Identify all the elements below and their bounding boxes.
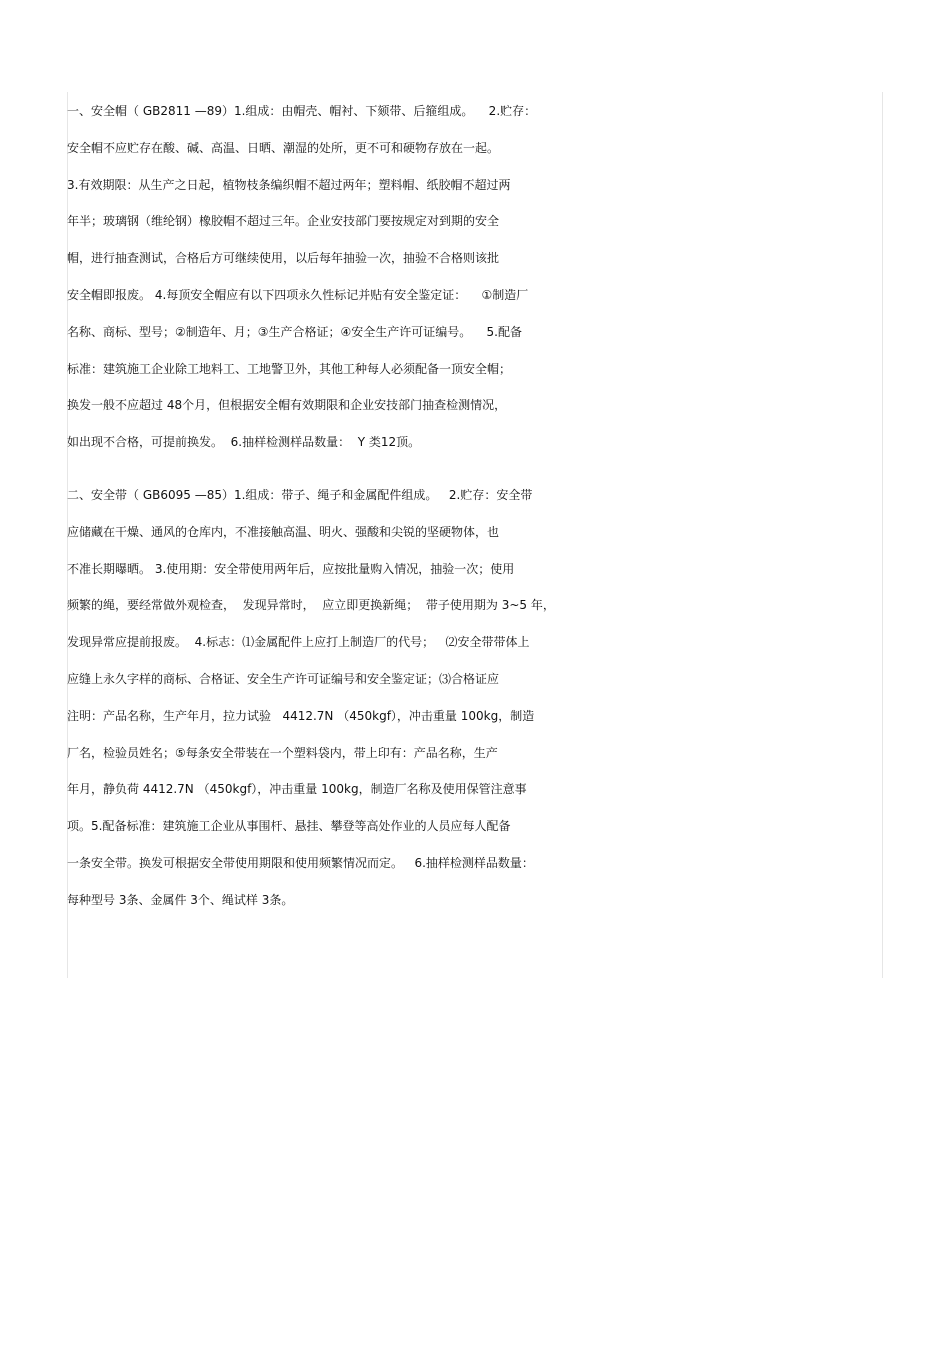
paragraph-line: 帽，进行抽查测试，合格后方可继续使用，以后每年抽验一次，抽验不合格则该批: [67, 251, 500, 266]
paragraph-line: 安全帽即报废。 4.每顶安全帽应有以下四项永久性标记并贴有安全鉴定证： ①制造厂: [67, 287, 529, 302]
paragraph-line: 注明：产品名称，生产年月，拉力试验 4412.7N （450kgf），冲击重量 100kg，制造: [67, 708, 535, 723]
paragraph-line: 二、安全带（ GB6095 —85）1.组成：带子、绳子和金属配件组成。 2.贮存：安全带: [67, 487, 533, 502]
paragraph-line: 如出现不合格，可提前换发。 6.抽样检测样品数量： Y 类12顶。: [67, 435, 421, 450]
paragraph-line: 发现异常应提前报废。 4.标志：⑴金属配件上应打上制造厂的代号； ⑵安全带带体上: [67, 635, 530, 650]
paragraph-line: 标准：建筑施工企业除工地料工、工地警卫外，其他工种每人必须配备一顶安全帽；: [67, 361, 512, 376]
section-spacer: [67, 464, 887, 480]
paragraph-line: 应缝上永久字样的商标、合格证、安全生产许可证编号和安全鉴定证；⑶合格证应: [67, 671, 500, 686]
paragraph-line: 安全帽不应贮存在酸、碱、高温、日晒、潮湿的处所，更不可和硬物存放在一起。: [67, 140, 500, 155]
section-safety-helmet: [67, 96, 887, 464]
paragraph-line: 应储藏在干燥、通风的仓库内，不准接触高温、明火、强酸和尖锐的坚硬物体，也: [67, 524, 500, 539]
paragraph-line: 厂名，检验员姓名；⑤每条安全带装在一个塑料袋内，带上印有：产品名称，生产: [67, 745, 498, 760]
paragraph-line: 年月，静负荷 4412.7N （450kgf），冲击重量 100kg，制造厂名称及使用保管注意事: [67, 782, 527, 797]
paragraph-line: 3.有效期限：从生产之日起，植物枝条编织帽不超过两年；塑料帽、纸胶帽不超过两: [67, 177, 511, 192]
document-body: [67, 96, 887, 922]
paragraph-line: 年半；玻璃钢（维纶钢）橡胶帽不超过三年。企业安技部门要按规定对到期的安全: [67, 214, 500, 229]
paragraph-line: 不准长期曝晒。 3.使用期：安全带使用两年后，应按批量购入情况，抽验一次；使用: [67, 561, 515, 576]
paragraph-line: 项。5.配备标准：建筑施工企业从事围杆、悬挂、攀登等高处作业的人员应每人配备: [67, 819, 511, 834]
paragraph-line: 一条安全带。换发可根据安全带使用期限和使用频繁情况而定。 6.抽样检测样品数量：: [67, 855, 534, 870]
paragraph-line: 频繁的绳，要经常做外观检查， 发现异常时， 应立即更换新绳； 带子使用期为 3~5 年，: [67, 598, 555, 613]
section-safety-belt: [67, 480, 887, 922]
paragraph-line: 换发一般不应超过 48个月，但根据安全帽有效期限和企业安技部门抽查检测情况，: [67, 398, 507, 413]
paragraph-line: 一、安全帽（ GB2811 —89）1.组成：由帽壳、帽衬、下颏带、后箍组成。 2.贮存：: [67, 104, 537, 118]
paragraph-line: 名称、商标、型号；②制造年、月；③生产合格证；④安全生产许可证编号。 5.配备: [67, 324, 522, 339]
paragraph-line: 每种型号 3条、金属件 3个、绳试样 3条。: [67, 892, 294, 907]
